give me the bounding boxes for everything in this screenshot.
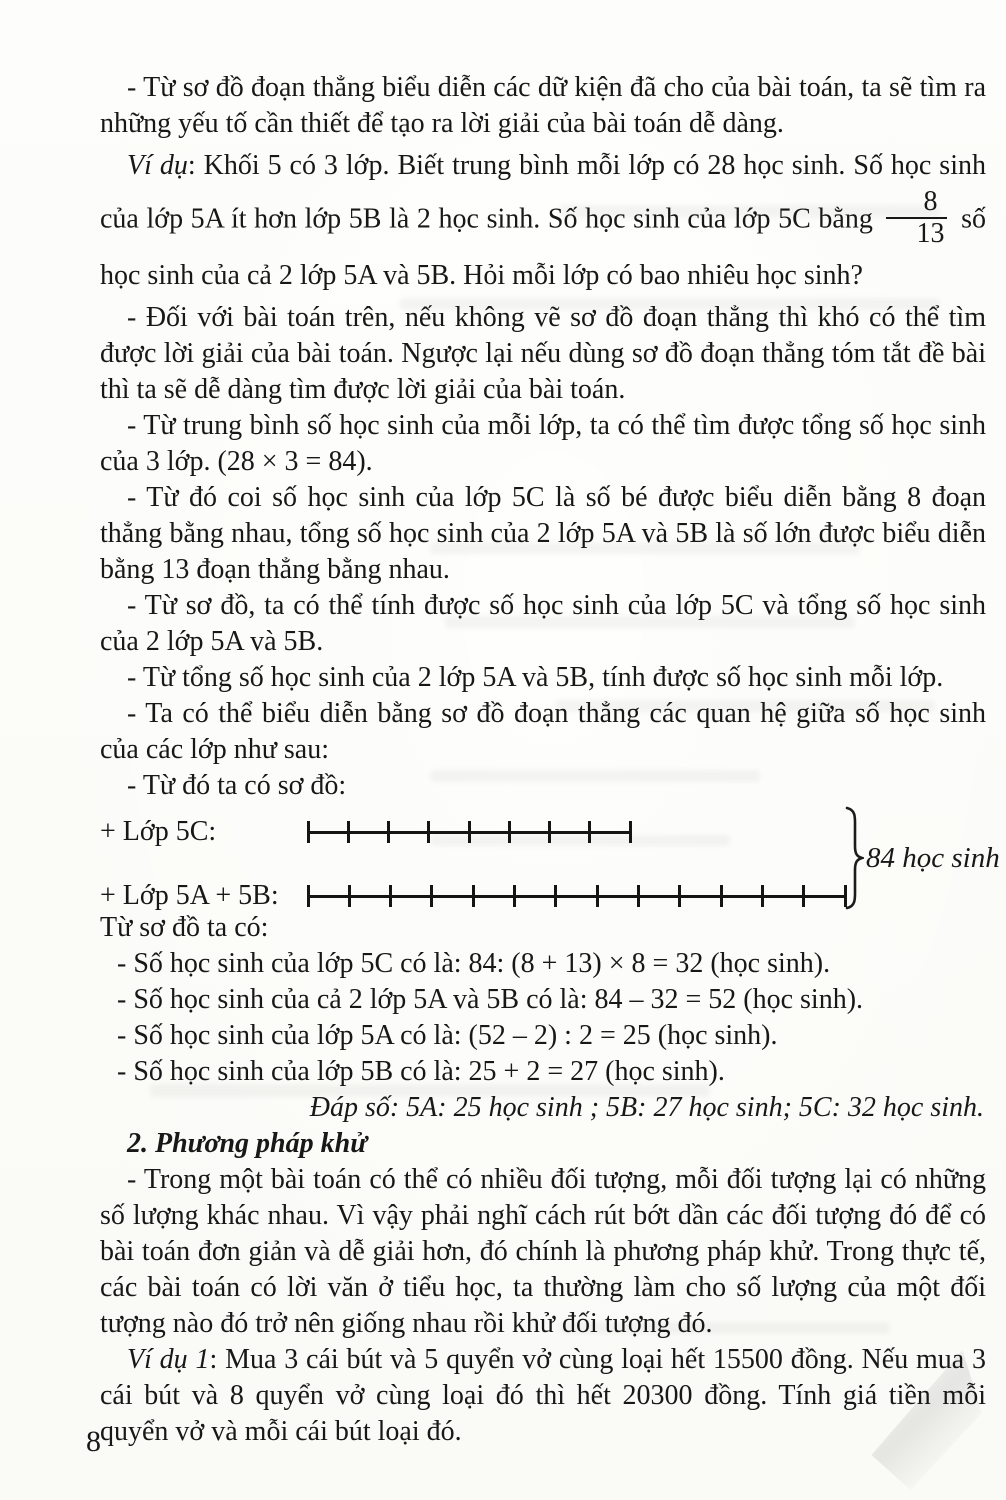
calc-line-5a-5b: - Số học sinh của cả 2 lớp 5A và 5B có là: 84 – 32 = 52 (học sinh). [117, 984, 864, 1016]
diagram-label-5a-5b: + Lớp 5A + 5B: [100, 880, 279, 912]
diagram-total-label: 84 học sinh [866, 842, 1000, 875]
paragraph-represent: - Ta có thể biểu diễn bằng sơ đồ đoạn thẳng các quan hệ giữa số học sinh của các lớp như sau: [100, 698, 986, 766]
paragraph-remark-diagram: - Đối với bài toán trên, nếu không vẽ sơ đồ đoạn thẳng thì khó có thể tìm được lời giải của bài toán. Ngược lại nếu dùng sơ đồ đoạn thẳng tóm tắt đề bài thì ta sẽ dễ dàng tìm được lời giải của bài toán. [100, 302, 986, 406]
example2-label: Ví dụ 1 [127, 1344, 210, 1376]
answer-line: Đáp số: 5A: 25 học sinh ; 5B: 27 học sinh; 5C: 32 học sinh. [309, 1092, 984, 1124]
section-2-heading: 2. Phương pháp khử [127, 1128, 367, 1160]
paragraph-example2 [100, 1342, 986, 1450]
page-number: 8 [86, 1425, 101, 1458]
paragraph-from-diagram-compute: - Từ sơ đồ, ta có thể tính được số học sinh của lớp 5C và tổng số học sinh của 2 lớp 5A và 5B. [100, 590, 986, 658]
segment-line-5c [308, 820, 630, 844]
segment-diagram [100, 806, 1000, 912]
paragraph-example1 [100, 142, 986, 300]
curly-brace-icon [844, 806, 864, 910]
calc-line-5b: - Số học sinh của lớp 5B có là: 25 + 2 = 27 (học sinh). [117, 1056, 725, 1088]
paragraph-small-large-number: - Từ đó coi số học sinh của lớp 5C là số bé được biểu diễn bằng 8 đoạn thẳng bằng nhau, tổng số học sinh của 2 lớp 5A và 5B là số lớn được biểu diễn bằng 13 đoạn thẳng bằng nhau. [100, 482, 986, 586]
paragraph-so-do-intro: - Từ đó ta có sơ đồ: [127, 770, 347, 802]
paragraph-from-so-do: Từ sơ đồ ta có: [100, 912, 269, 944]
fraction-numerator: 8 [923, 186, 938, 217]
calc-line-5a: - Số học sinh của lớp 5A có là: (52 – 2) : 2 = 25 (học sinh). [117, 1020, 778, 1052]
fraction-8-13 [886, 187, 947, 249]
fraction-denominator: 13 [886, 217, 947, 249]
paragraph-method-khu: - Trong một bài toán có thể có nhiều đối tượng, mỗi đối tượng lại có những số lượng khác nhau. Vì vậy phải nghĩ cách rút bớt dần các đối tượng đó để có bài toán đơn giản và dễ giải hơn, đó chính là phương pháp khử. Trong thực tế, các bài toán có lời văn ở tiểu học, ta thường làm cho số lượng của một đối tượng nào đó trở nên giống nhau rồi khử đối tượng đó. [100, 1164, 986, 1340]
example1-label: Ví dụ [127, 150, 188, 181]
diagram-label-5c: + Lớp 5C: [100, 816, 217, 848]
example1-text-before: : Khối 5 có 3 lớp. Biết trung bình mỗi lớp có 28 học sinh. Số học sinh của lớp 5A ít hơn lớp 5B là 2 học sinh. Số học sinh của lớp 5C bằng [100, 150, 986, 235]
paragraph-average: - Từ trung bình số học sinh của mỗi lớp, ta có thể tìm được tổng số học sinh của 3 lớp. (28 × 3 = 84). [100, 410, 986, 478]
paragraph-from-total: - Từ tổng số học sinh của 2 lớp 5A và 5B, tính được số học sinh mỗi lớp. [127, 662, 944, 694]
page-content [100, 70, 1000, 1450]
example2-text: : Mua 3 cái bút và 5 quyển vở cùng loại hết 15500 đồng. Nếu mua 3 cái bút và 8 quyển vở cùng loại đó thì hết 20300 đồng. Tính giá tiền mỗi quyển vở và mỗi cái bút loại đó. [100, 1344, 987, 1448]
example1-text-after: số học sinh của cả 2 lớp 5A và 5B. Hỏi mỗi lớp có bao nhiêu học sinh? [100, 203, 986, 292]
paragraph-intro: - Từ sơ đồ đoạn thẳng biểu diễn các dữ kiện đã cho của bài toán, ta sẽ tìm ra những yếu tố cần thiết để tạo ra lời giải của bài toán dễ dàng. [100, 72, 986, 139]
segment-line-5a-5b [308, 884, 845, 908]
calc-line-5c: - Số học sinh của lớp 5C có là: 84: (8 + 13) × 8 = 32 (học sinh). [117, 948, 831, 980]
